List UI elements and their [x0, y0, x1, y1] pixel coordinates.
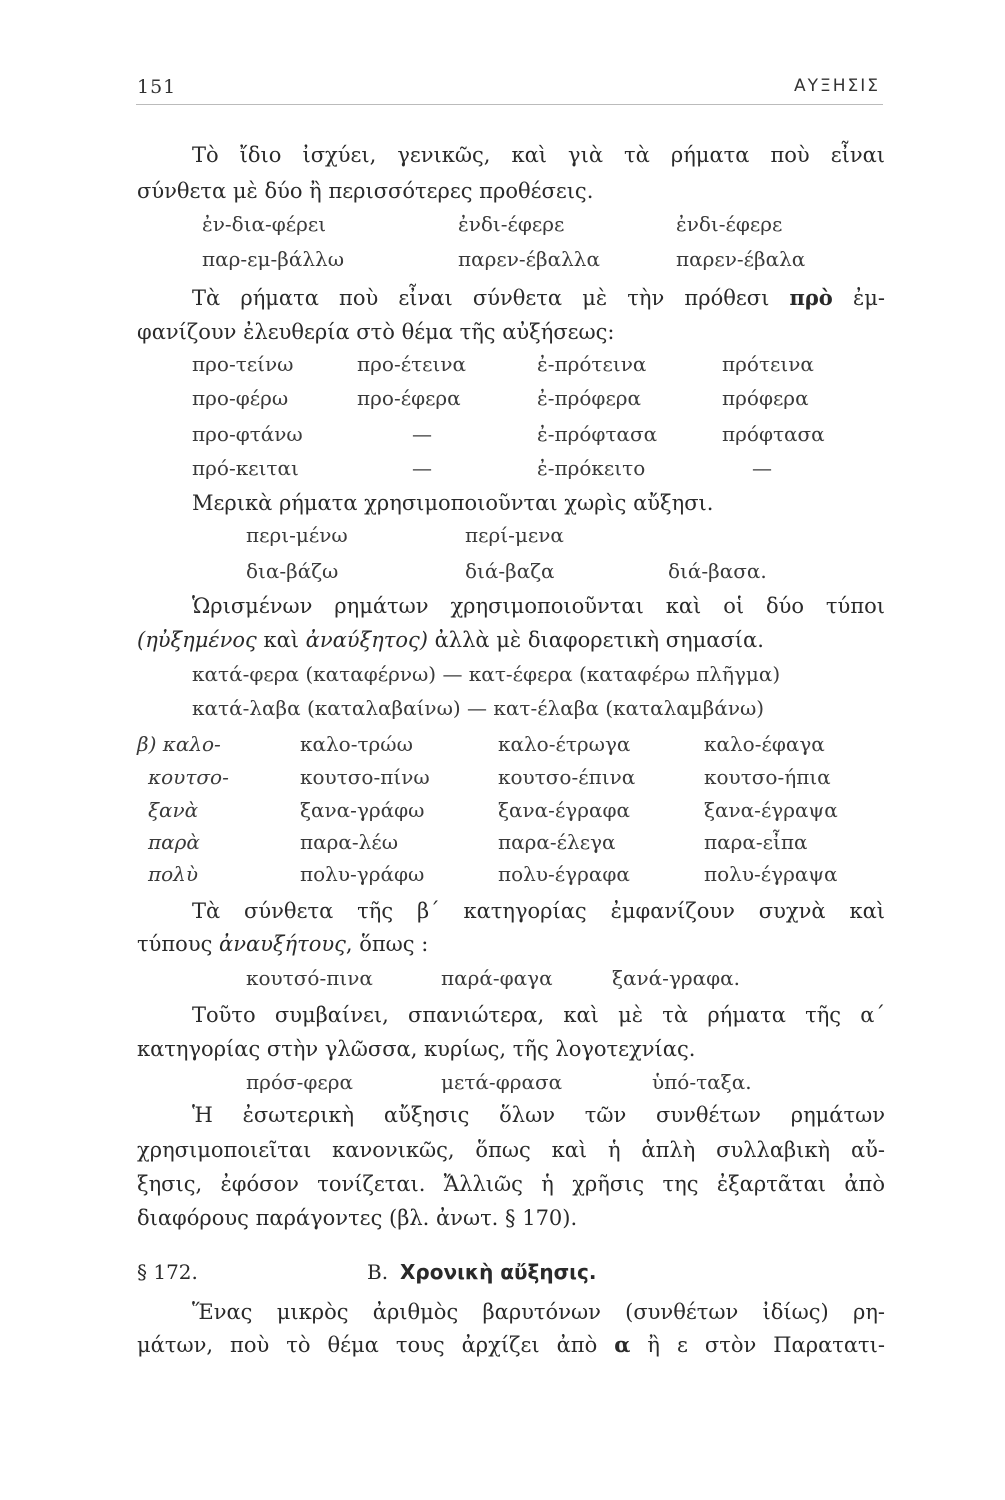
paragraph-line: κατηγορίας στὴν γλῶσσα, κυρίως, τῆς λογοτεχνίας. — [137, 1037, 696, 1061]
example-cell: — — [412, 422, 432, 446]
paragraph-line: τύπους ἀναυξήτους, ὅπως : — [137, 932, 429, 956]
example-cell: κατά-λαβα (καταλαβαίνω) — κατ-έλαβα (καταλαμβάνω) — [192, 696, 765, 720]
example-cell: παρα-έλεγα — [498, 830, 616, 854]
example-cell: ἐ-πρόφτασα — [537, 422, 658, 446]
example-cell: — — [412, 456, 432, 480]
paragraph-line: Τὸ ἴδιο ἰσχύει, γενικῶς, καὶ γιὰ τὰ ρήματα ποὺ εἶναι — [192, 143, 885, 167]
example-cell: καλο-τρώω — [300, 732, 413, 756]
section-number: § 172. — [137, 1260, 198, 1284]
example-cell: ξανα-έγραφα — [498, 798, 631, 822]
example-cell: δια-βάζω — [246, 559, 339, 583]
paragraph-line: φανίζουν ἐλευθερία στὸ θέμα τῆς αὐξήσεως: — [137, 320, 615, 344]
paragraph-line: Ἡ ἐσωτερικὴ αὔξησις ὅλων τῶν συνθέτων ρημάτων — [192, 1103, 885, 1127]
prefix-cell: β) καλο- — [137, 732, 221, 756]
bold-term: πρὸ — [789, 285, 833, 310]
paragraph-line: ξησις, ἐφόσον τονίζεται. Ἄλλιῶς ἡ χρῆσις της ἐξαρτᾶται ἀπὸ — [137, 1172, 885, 1196]
example-cell: κουτσο-πίνω — [300, 765, 430, 789]
example-cell: ξανα-έγραψα — [704, 798, 838, 822]
example-cell: πολυ-έγραφα — [498, 862, 630, 886]
paragraph-line: χρησιμοποιεῖται κανονικῶς, ὅπως καὶ ἡ ἁπλὴ συλλαβικὴ αὔ- — [137, 1138, 885, 1162]
running-title: ΑΥΞΗΣΙΣ — [793, 76, 880, 96]
example-cell: ἐ-πρότεινα — [537, 352, 647, 376]
section-title: Χρονικὴ αὔξησις. — [400, 1260, 597, 1284]
example-cell: διά-βαζα — [465, 559, 555, 583]
example-cell: προ-έτεινα — [357, 352, 466, 376]
example-cell: περί-μενα — [465, 523, 564, 547]
example-cell: πολυ-γράφω — [300, 862, 425, 886]
example-cell: ἐνδι-έφερε — [676, 212, 783, 236]
example-cell: ὑπό-ταξα. — [652, 1070, 752, 1094]
example-cell: πρόφτασα — [722, 422, 825, 446]
example-cell: πολυ-έγραψα — [704, 862, 838, 886]
example-cell: πρό-κειται — [192, 456, 299, 480]
example-cell: περι-μένω — [246, 523, 348, 547]
header-rule — [136, 104, 883, 105]
example-cell: κατά-φερα (καταφέρνω) — κατ-έφερα (καταφέρω πλῆγμα) — [192, 662, 781, 686]
bold-term: α — [614, 1332, 631, 1357]
paragraph-line: Ἕνας μικρὸς ἀριθμὸς βαρυτόνων (συνθέτων ἰδίως) ρη- — [192, 1300, 885, 1324]
example-cell: — — [752, 456, 772, 480]
page-number: 151 — [137, 76, 177, 98]
example-cell: ἐ-πρόφερα — [537, 386, 642, 410]
example-cell: ἐνδι-έφερε — [458, 212, 565, 236]
prefix-cell: κουτσο- — [148, 765, 229, 789]
paragraph-line: Τοῦτο συμβαίνει, σπανιώτερα, καὶ μὲ τὰ ρήματα τῆς α΄ — [192, 1003, 885, 1027]
paragraph-line: Τὰ σύνθετα τῆς β΄ κατηγορίας ἐμφανίζουν συχνὰ καὶ — [192, 899, 885, 923]
example-cell: καλο-έφαγα — [704, 732, 825, 756]
paragraph-line: Τὰ ρήματα ποὺ εἶναι σύνθετα μὲ τὴν πρόθεσι πρὸ ἐμ- — [192, 285, 885, 310]
example-cell: ἐν-δια-φέρει — [202, 212, 327, 236]
example-cell: παρεν-έβαλλα — [458, 247, 600, 271]
example-cell: ἐ-πρόκειτο — [537, 456, 646, 480]
example-cell: κουτσο-έπινα — [498, 765, 636, 789]
paragraph-line: μάτων, ποὺ τὸ θέμα τους ἀρχίζει ἀπὸ α ἢ ε στὸν Παρατατι- — [137, 1332, 885, 1357]
example-cell: προ-φέρω — [192, 386, 289, 410]
example-cell: πρότεινα — [722, 352, 814, 376]
example-cell: παρα-λέω — [300, 830, 399, 854]
example-cell: πρόφερα — [722, 386, 809, 410]
paragraph-line: σύνθετα μὲ δύο ἢ περισσότερες προθέσεις. — [137, 179, 594, 203]
example-cell: προ-τείνω — [192, 352, 294, 376]
example-cell: προ-φτάνω — [192, 422, 303, 446]
paragraph-line: Μερικὰ ρήματα χρησιμοποιοῦνται χωρὶς αὔξησι. — [192, 491, 714, 515]
example-cell: μετά-φρασα — [441, 1070, 563, 1094]
prefix-cell: παρὰ — [148, 830, 200, 854]
prefix-cell: ξανὰ — [148, 798, 199, 822]
example-cell: διά-βασα. — [668, 559, 767, 583]
example-cell: παρά-φαγα — [441, 966, 553, 990]
paragraph-line: Ὡρισμένων ρημάτων χρησιμοποιοῦνται καὶ οἱ δύο τύποι — [192, 594, 885, 618]
example-cell: προ-έφερα — [357, 386, 461, 410]
example-cell: καλο-έτρωγα — [498, 732, 631, 756]
example-cell: παρα-εἶπα — [704, 830, 808, 854]
example-cell: παρεν-έβαλα — [676, 247, 806, 271]
example-cell: πρόσ-φερα — [246, 1070, 353, 1094]
prefix-cell: πολὺ — [148, 862, 199, 886]
paragraph-line: (ηὐξημένος καὶ ἀναύξητος) ἀλλὰ μὲ διαφορετικὴ σημασία. — [137, 628, 764, 652]
paragraph-line: διαφόρους παράγοντες (βλ. ἀνωτ. § 170). — [137, 1206, 578, 1230]
example-cell: παρ-εμ-βάλλω — [202, 247, 345, 271]
example-cell: ξανά-γραφα. — [612, 966, 741, 990]
example-cell: ξανα-γράφω — [300, 798, 425, 822]
example-cell: κουτσό-πινα — [246, 966, 373, 990]
example-cell: κουτσο-ήπια — [704, 765, 831, 789]
section-letter: Β. — [367, 1260, 389, 1284]
